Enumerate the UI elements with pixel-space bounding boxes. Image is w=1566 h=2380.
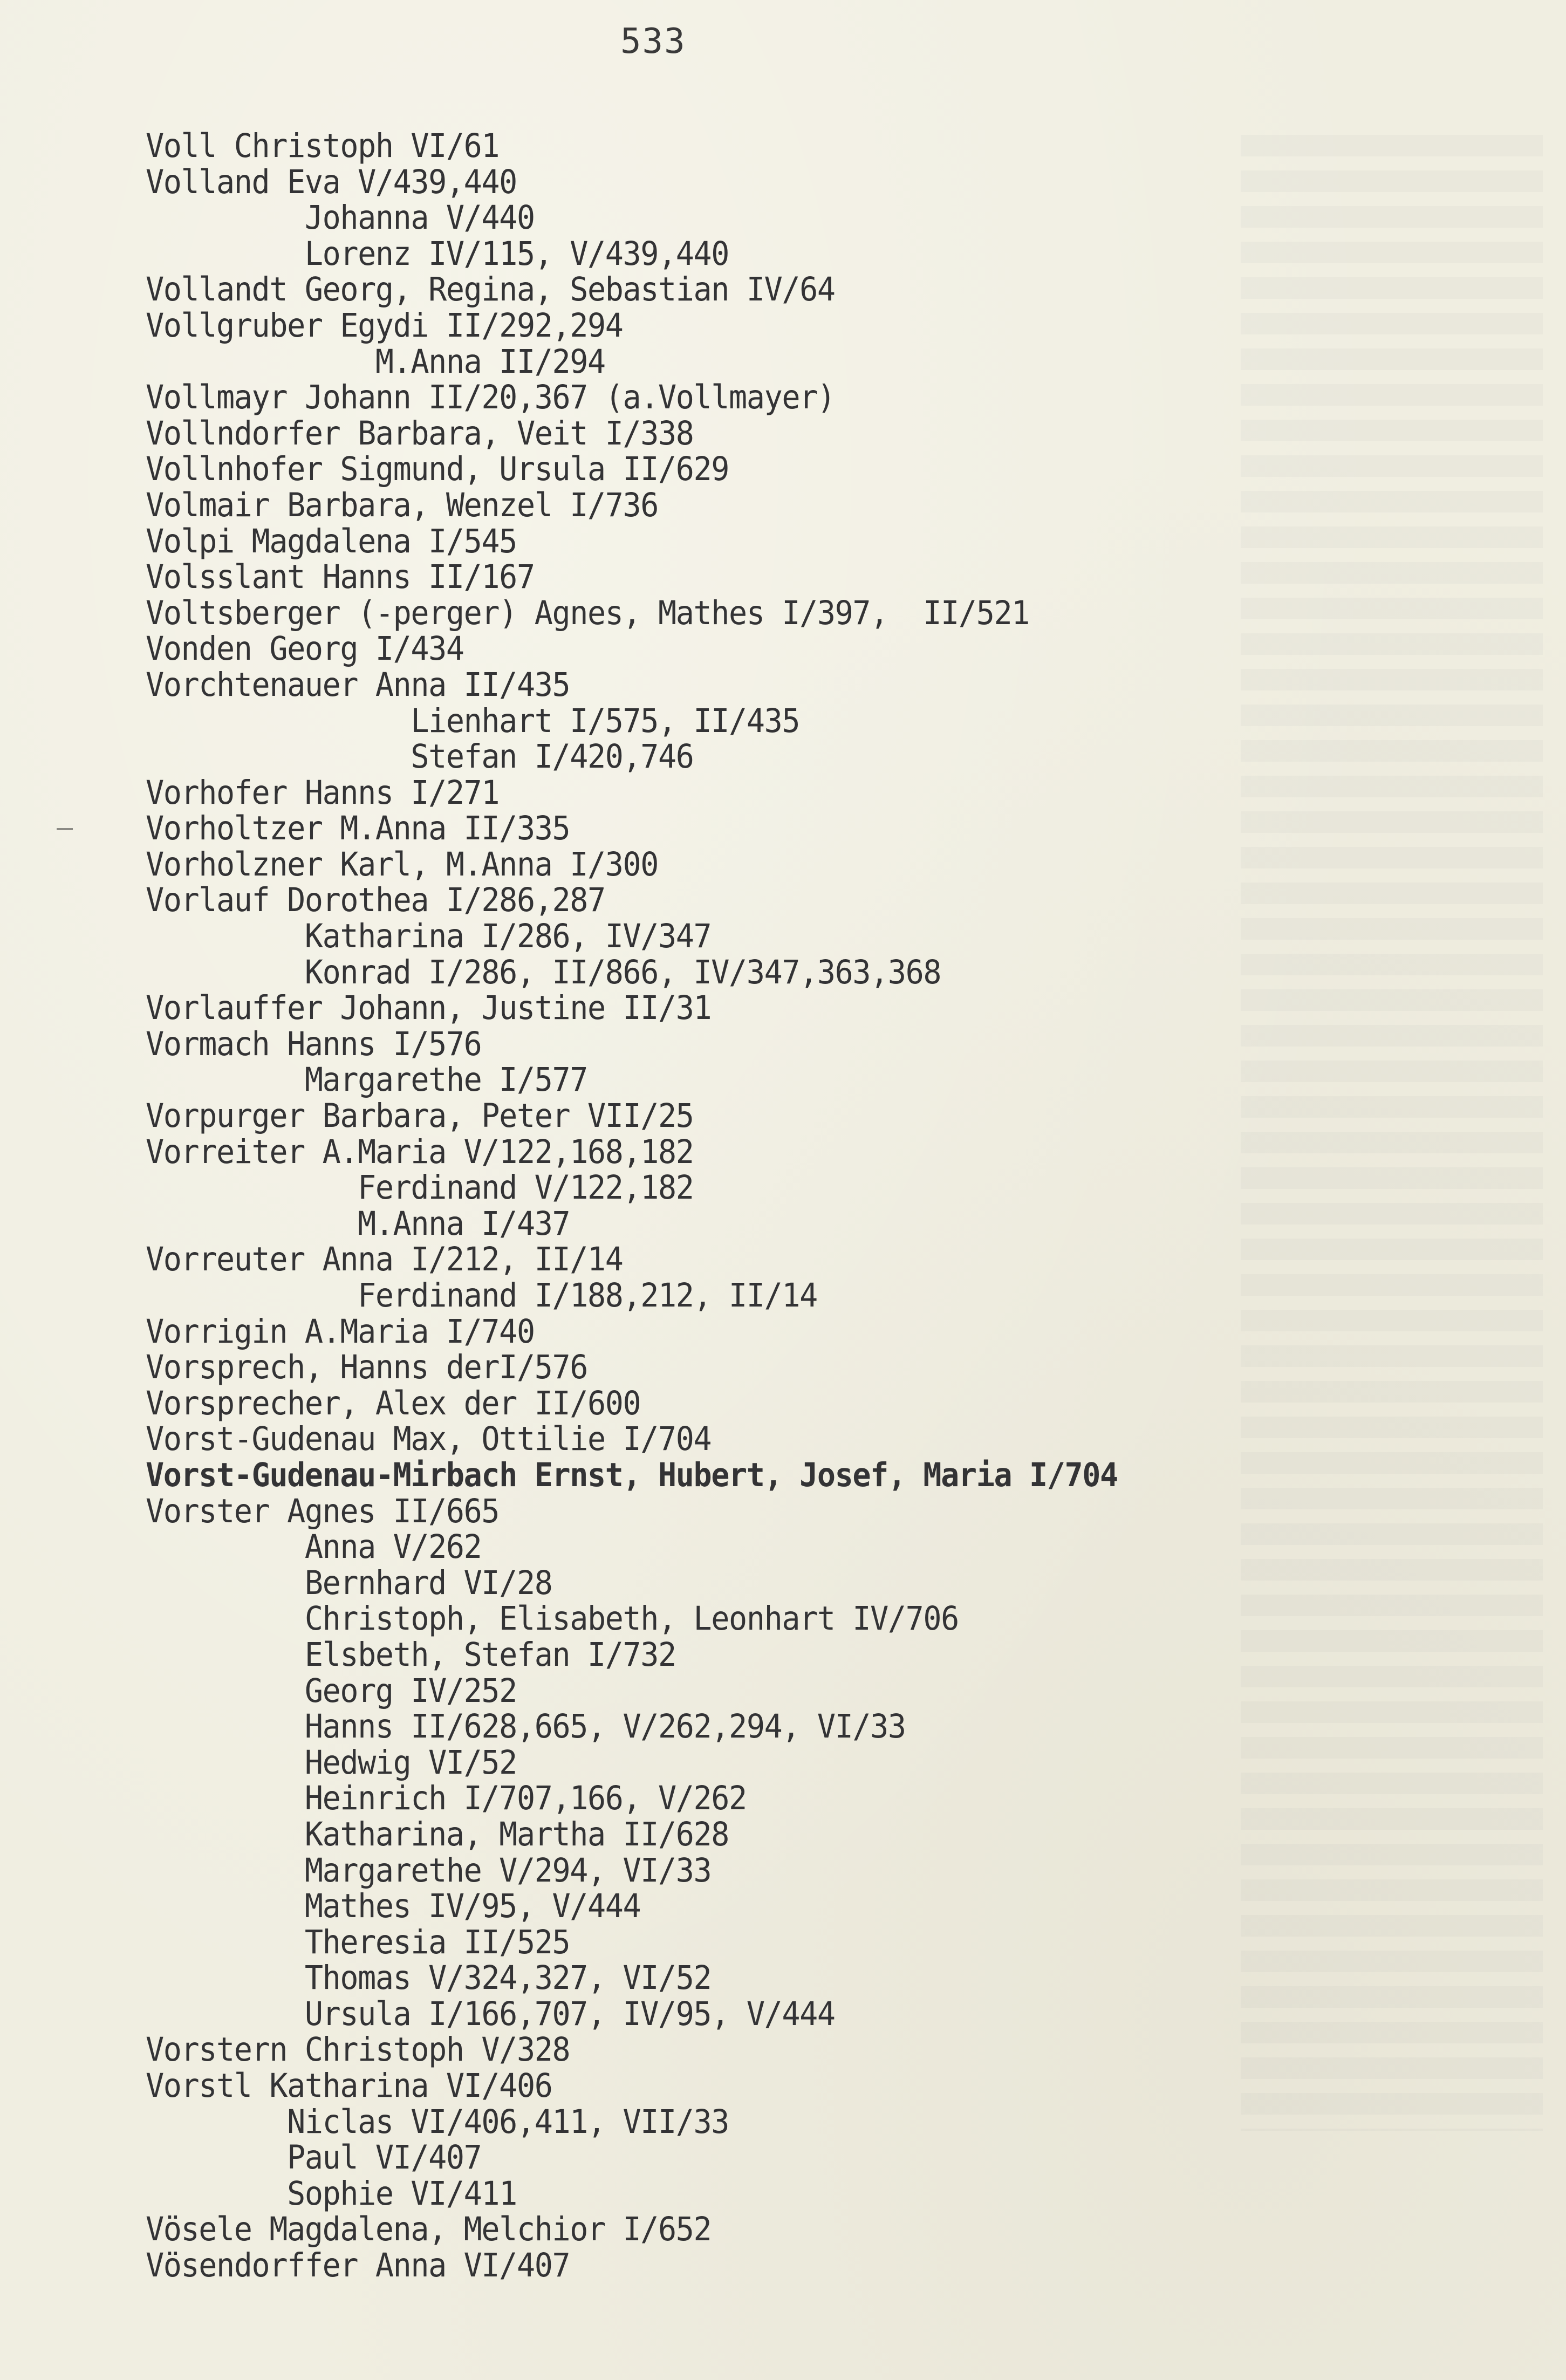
index-entry: Vorrigin A.Maria I/740 [146, 1312, 535, 1351]
index-entry: Vorsprech, Hanns derI/576 [146, 1348, 587, 1387]
index-entry: Vorreuter Anna I/212, II/14 [146, 1240, 623, 1279]
index-entry: Volsslant Hanns II/167 [146, 558, 535, 597]
index-entry: Vorster Agnes II/665 [146, 1492, 500, 1530]
index-entry: Vösendorffer Anna VI/407 [146, 2246, 570, 2285]
index-entry: Vollnhofer Sigmund, Ursula II/629 [146, 450, 729, 489]
index-entry: Vonden Georg I/434 [146, 630, 464, 668]
index-subentry: Ursula I/166,707, IV/95, V/444 [146, 1994, 835, 2033]
index-subentry: Paul VI/407 [146, 2138, 482, 2177]
index-entry: Vormach Hanns I/576 [146, 1024, 482, 1063]
index-entry: Vollndorfer Barbara, Veit I/338 [146, 414, 694, 453]
index-entry: Vorlauffer Johann, Justine II/31 [146, 989, 712, 1028]
index-subentry: Johanna V/440 [146, 199, 535, 237]
index-entry: Volmair Barbara, Wenzel I/736 [146, 485, 659, 524]
index-subentry: Ferdinand V/122,182 [146, 1168, 694, 1207]
index-entry: Vollandt Georg, Regina, Sebastian IV/64 [146, 270, 835, 309]
index-entry: Vorholtzer M.Anna II/335 [146, 809, 570, 848]
index-subentry: Stefan I/420,746 [146, 737, 694, 776]
index-subentry: Margarethe V/294, VI/33 [146, 1851, 712, 1890]
index-subentry: Lienhart I/575, II/435 [146, 701, 800, 740]
index-subentry: Theresia II/525 [146, 1923, 570, 1961]
index-entry: Vorst-Gudenau-Mirbach Ernst, Hubert, Josef, Maria I/704 [146, 1455, 1118, 1494]
index-subentry: Margarethe I/577 [146, 1061, 587, 1099]
index-subentry: Katharina I/286, IV/347 [146, 917, 712, 956]
index-subentry: Thomas V/324,327, VI/52 [146, 1959, 712, 1998]
index-entry: Voll Christoph VI/61 [146, 127, 500, 165]
index-entry: Voltsberger (-perger) Agnes, Mathes I/397, II/521 [146, 593, 1029, 632]
index-entry: Volpi Magdalena I/545 [146, 522, 517, 560]
index-subentry: Niclas VI/406,411, VII/33 [146, 2102, 729, 2141]
index-subentry: Mathes IV/95, V/444 [146, 1887, 641, 1926]
index-entry: Vösele Magdalena, Melchior I/652 [146, 2210, 712, 2249]
index-subentry: Ferdinand I/188,212, II/14 [146, 1276, 817, 1315]
index-subentry: Georg IV/252 [146, 1671, 517, 1710]
index-entry: Vorreiter A.Maria V/122,168,182 [146, 1132, 694, 1171]
index-subentry: Hedwig VI/52 [146, 1743, 517, 1782]
index-entry: Vollgruber Egydi II/292,294 [146, 306, 623, 345]
index-subentry: Lorenz IV/115, V/439,440 [146, 234, 729, 273]
index-subentry: Hanns II/628,665, V/262,294, VI/33 [146, 1707, 906, 1746]
index-subentry: Sophie VI/411 [146, 2174, 517, 2213]
index-entry: Vorstern Christoph V/328 [146, 2030, 570, 2069]
index-subentry: Heinrich I/707,166, V/262 [146, 1779, 747, 1818]
index-entry: Vorlauf Dorothea I/286,287 [146, 881, 605, 920]
index-subentry: M.Anna II/294 [146, 342, 605, 381]
index-entry: Vorholzner Karl, M.Anna I/300 [146, 845, 659, 884]
index-entry: Volland Eva V/439,440 [146, 162, 517, 201]
index-entry: Vorsprecher, Alex der II/600 [146, 1384, 641, 1422]
index-entry: Vorhofer Hanns I/271 [146, 773, 500, 812]
index-subentry: Katharina, Martha II/628 [146, 1815, 729, 1854]
index-subentry: M.Anna I/437 [146, 1204, 570, 1243]
index-entry: Vorstl Katharina VI/406 [146, 2067, 552, 2105]
index-subentry: Elsbeth, Stefan I/732 [146, 1635, 676, 1674]
page-number: 533 [620, 22, 686, 61]
index-entry: Vorst-Gudenau Max, Ottilie I/704 [146, 1420, 712, 1459]
index-subentry: Bernhard VI/28 [146, 1563, 552, 1602]
index-subentry: Christoph, Elisabeth, Leonhart IV/706 [146, 1599, 959, 1638]
index-entry: Vorchtenauer Anna II/435 [146, 665, 570, 704]
index-entry: Vollmayr Johann II/20,367 (a.Vollmayer) [146, 378, 835, 417]
index-entries [146, 128, 1527, 2284]
index-subentry: Anna V/262 [146, 1528, 482, 1567]
margin-mark [57, 828, 73, 830]
index-entry: Vorpurger Barbara, Peter VII/25 [146, 1097, 694, 1136]
index-subentry: Konrad I/286, II/866, IV/347,363,368 [146, 953, 941, 991]
